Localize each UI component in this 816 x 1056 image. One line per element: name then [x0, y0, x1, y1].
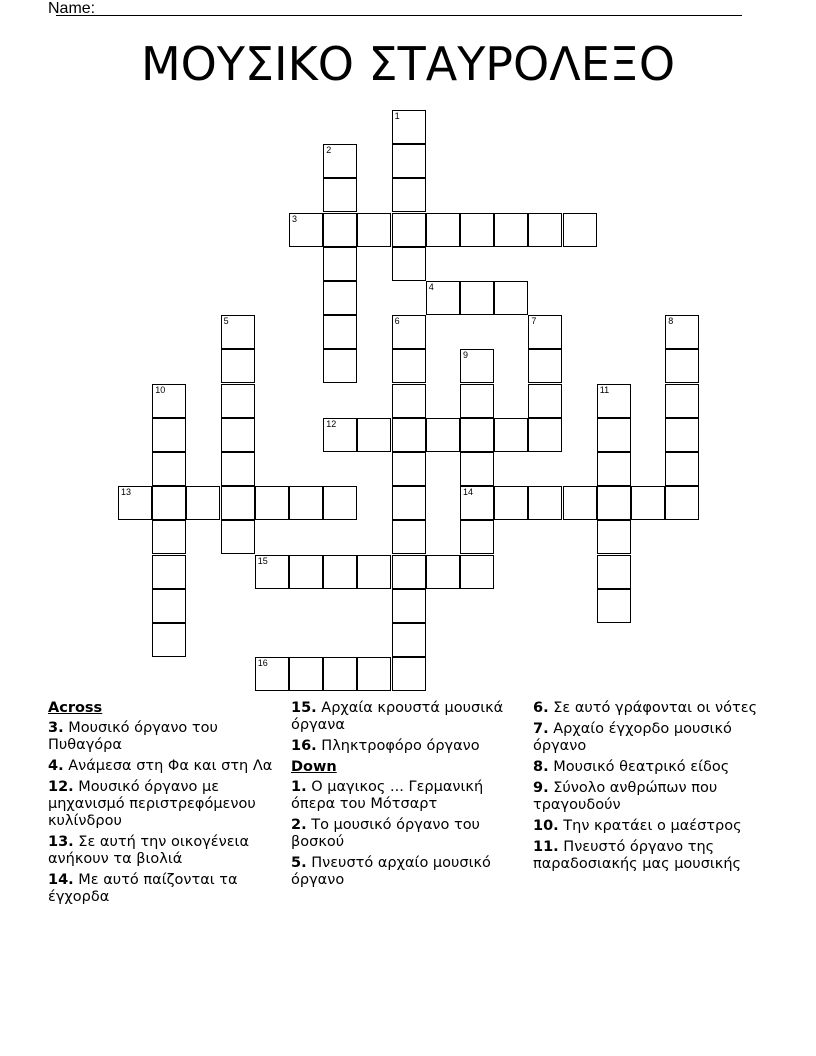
cell-number: 3: [292, 213, 298, 224]
grid-cell[interactable]: [118, 486, 152, 520]
clue-down-11: [533, 839, 773, 873]
cell-number: 10: [155, 384, 166, 395]
clue-across-13: [48, 834, 278, 868]
grid-cell[interactable]: [357, 213, 391, 247]
clue-number: 4.: [48, 758, 64, 774]
grid-cell[interactable]: [426, 555, 460, 589]
clue-number: 16.: [291, 738, 317, 754]
cell-number: 1: [394, 111, 400, 121]
grid-cell[interactable]: [665, 452, 699, 486]
grid-cell[interactable]: [152, 520, 186, 554]
grid-cell[interactable]: [392, 178, 426, 212]
cell-number: 9: [463, 350, 469, 361]
grid-cell[interactable]: [289, 213, 323, 247]
grid-cell[interactable]: [323, 315, 357, 349]
grid-cell[interactable]: [186, 486, 220, 520]
cell-number: 6: [394, 316, 400, 327]
clue-across-15: [291, 700, 523, 734]
clue-number: 11.: [533, 839, 559, 855]
grid-cell[interactable]: [563, 213, 597, 247]
grid-cell[interactable]: [323, 247, 357, 281]
clue-number: 13.: [48, 834, 74, 850]
grid-cell[interactable]: [152, 589, 186, 623]
grid-cell[interactable]: [357, 555, 391, 589]
clue-text: Σε αυτό γράφονται οι νότες: [553, 700, 758, 716]
grid-cell[interactable]: [665, 384, 699, 418]
cell-number: 16: [257, 658, 268, 669]
cell-number: 13: [121, 487, 132, 498]
clue-number: 8.: [533, 759, 549, 775]
clue-down-9: [533, 780, 773, 814]
clues-column-1: [48, 700, 278, 910]
grid-cell[interactable]: [221, 315, 255, 349]
grid-cell[interactable]: [460, 486, 494, 520]
cell-number: 14: [463, 487, 474, 498]
grid-cell[interactable]: [494, 213, 528, 247]
cell-number: 8: [668, 316, 674, 327]
grid-cell[interactable]: [221, 520, 255, 554]
grid-cell[interactable]: [494, 281, 528, 315]
grid-cell[interactable]: [323, 555, 357, 589]
grid-cell[interactable]: [392, 486, 426, 520]
grid-cell[interactable]: [597, 452, 631, 486]
clue-across-12: [48, 779, 278, 830]
clue-number: 7.: [533, 721, 549, 737]
grid-cell[interactable]: [221, 384, 255, 418]
clue-text: Αρχαίο έγχορδο μουσικό όργανο: [533, 721, 732, 754]
grid-cell[interactable]: [392, 657, 426, 691]
grid-cell[interactable]: [528, 418, 562, 452]
grid-cell[interactable]: [665, 418, 699, 452]
clue-text: Ανάμεσα στη Φα και στη Λα: [68, 758, 273, 774]
grid-cell[interactable]: [221, 486, 255, 520]
clue-number: 2.: [291, 817, 307, 833]
grid-cell[interactable]: [152, 452, 186, 486]
clue-down-10: [533, 818, 773, 835]
clue-text: Πνευστό αρχαίο μουσικό όργανο: [291, 855, 491, 888]
grid-cell[interactable]: [152, 623, 186, 657]
clue-across-4: [48, 758, 278, 775]
grid-cell[interactable]: [152, 555, 186, 589]
clue-across-16: [291, 738, 523, 755]
clues-column-3: [533, 700, 773, 877]
grid-cell[interactable]: [665, 349, 699, 383]
clue-text: Πνευστό όργανο της παραδοσιακής μας μουσικής: [533, 839, 742, 872]
grid-cell[interactable]: [460, 520, 494, 554]
grid-cell[interactable]: [528, 349, 562, 383]
cell-number: 4: [428, 282, 434, 292]
grid-cell[interactable]: [597, 520, 631, 554]
grid-cell[interactable]: [323, 349, 357, 383]
clue-down-7: [533, 721, 773, 755]
grid-cell[interactable]: [460, 555, 494, 589]
clue-down-6: [533, 700, 773, 717]
grid-cell[interactable]: [392, 418, 426, 452]
clue-across-14: [48, 872, 278, 906]
grid-cell[interactable]: [392, 247, 426, 281]
grid-cell[interactable]: [528, 384, 562, 418]
grid-cell[interactable]: [323, 418, 357, 452]
grid-cell[interactable]: [323, 486, 357, 520]
down-heading: Down: [291, 759, 337, 775]
cell-number: 7: [531, 316, 537, 327]
grid-cell[interactable]: [357, 657, 391, 691]
grid-cell[interactable]: [460, 213, 494, 247]
grid-cell[interactable]: [528, 213, 562, 247]
cell-number: 12: [326, 418, 337, 429]
grid-cell[interactable]: [221, 418, 255, 452]
grid-cell[interactable]: [289, 555, 323, 589]
grid-cell[interactable]: [392, 213, 426, 247]
clue-number: 3.: [48, 720, 64, 736]
clue-number: 15.: [291, 700, 317, 716]
cell-number: 15: [257, 555, 268, 566]
clue-text: Μουσικό όργανο του Πυθαγόρα: [48, 720, 218, 753]
across-heading: Across: [48, 700, 103, 716]
grid-cell[interactable]: [392, 520, 426, 554]
grid-cell[interactable]: [460, 281, 494, 315]
clue-text: Την κρατάει ο μαέστρος: [563, 818, 742, 834]
name-label: Name:: [48, 0, 96, 17]
grid-cell[interactable]: [426, 418, 460, 452]
grid-cell[interactable]: [460, 418, 494, 452]
grid-cell[interactable]: [221, 452, 255, 486]
grid-cell[interactable]: [152, 418, 186, 452]
grid-cell[interactable]: [392, 555, 426, 589]
grid-cell[interactable]: [323, 178, 357, 212]
clue-text: Μουσικό όργανο με μηχανισμό περιστρεφόμενου κυλίνδρου: [48, 779, 256, 829]
clue-text: Σε αυτή την οικογένεια ανήκουν τα βιολιά: [48, 834, 250, 867]
grid-cell[interactable]: [426, 213, 460, 247]
grid-cell[interactable]: [255, 657, 289, 691]
grid-cell[interactable]: [528, 486, 562, 520]
grid-cell[interactable]: [289, 486, 323, 520]
grid-cell[interactable]: [323, 657, 357, 691]
grid-cell[interactable]: [323, 144, 357, 178]
clue-text: Ο μαγικος ... Γερμανική όπερα του Μότσαρτ: [291, 779, 484, 812]
clue-number: 5.: [291, 855, 307, 871]
grid-cell[interactable]: [631, 486, 665, 520]
cell-number: 5: [223, 316, 229, 327]
grid-cell[interactable]: [255, 555, 289, 589]
grid-cell[interactable]: [392, 589, 426, 623]
clue-number: 14.: [48, 872, 74, 888]
grid-cell[interactable]: [597, 589, 631, 623]
clue-number: 6.: [533, 700, 549, 716]
clue-across-3: [48, 720, 278, 754]
page-title: ΜΟΥΣΙΚΟ ΣΤΑΥΡΟΛΕΞΟ: [140, 37, 676, 91]
clue-text: Το μουσικό όργανο του βοσκού: [291, 817, 480, 850]
grid-cell[interactable]: [665, 315, 699, 349]
grid-cell[interactable]: [597, 555, 631, 589]
grid-cell[interactable]: [665, 486, 699, 520]
grid-cell[interactable]: [597, 418, 631, 452]
grid-cell[interactable]: [563, 486, 597, 520]
grid-cell[interactable]: [221, 349, 255, 383]
cell-number: 2: [326, 145, 332, 156]
grid-cell[interactable]: [392, 349, 426, 383]
grid-cell[interactable]: [392, 384, 426, 418]
grid-cell[interactable]: [152, 486, 186, 520]
grid-cell[interactable]: [357, 418, 391, 452]
grid-cell[interactable]: [255, 486, 289, 520]
clue-down-8: [533, 759, 773, 776]
cell-number: 11: [599, 384, 610, 395]
grid-cell[interactable]: [597, 486, 631, 520]
grid-cell[interactable]: [392, 623, 426, 657]
clue-number: 10.: [533, 818, 559, 834]
clue-down-1: [291, 779, 523, 813]
grid-cell[interactable]: [323, 213, 357, 247]
clue-down-5: [291, 855, 523, 889]
grid-cell[interactable]: [460, 384, 494, 418]
grid-cell[interactable]: [426, 281, 460, 315]
grid-cell[interactable]: [392, 452, 426, 486]
clue-number: 12.: [48, 779, 74, 795]
grid-cell[interactable]: [597, 384, 631, 418]
clue-number: 9.: [533, 780, 549, 796]
clue-text: Σύνολο ανθρώπων που τραγουδούν: [533, 780, 718, 813]
grid-cell[interactable]: [494, 418, 528, 452]
grid-cell[interactable]: [289, 657, 323, 691]
grid-cell[interactable]: [392, 315, 426, 349]
grid-cell[interactable]: [152, 384, 186, 418]
clue-down-2: [291, 817, 523, 851]
clue-text: Πληκτροφόρο όργανο: [321, 738, 480, 754]
clue-text: Με αυτό παίζονται τα έγχορδα: [48, 872, 238, 905]
grid-cell[interactable]: [392, 110, 426, 144]
grid-cell[interactable]: [323, 281, 357, 315]
clues-column-2: [291, 700, 523, 893]
clue-text: Μουσικό θεατρικό είδος: [553, 759, 730, 775]
grid-cell[interactable]: [392, 144, 426, 178]
clue-number: 1.: [291, 779, 307, 795]
grid-cell[interactable]: [460, 349, 494, 383]
grid-cell[interactable]: [494, 486, 528, 520]
grid-cell[interactable]: [460, 452, 494, 486]
clue-text: Αρχαία κρουστά μουσικά όργανα: [291, 700, 504, 733]
grid-cell[interactable]: [528, 315, 562, 349]
